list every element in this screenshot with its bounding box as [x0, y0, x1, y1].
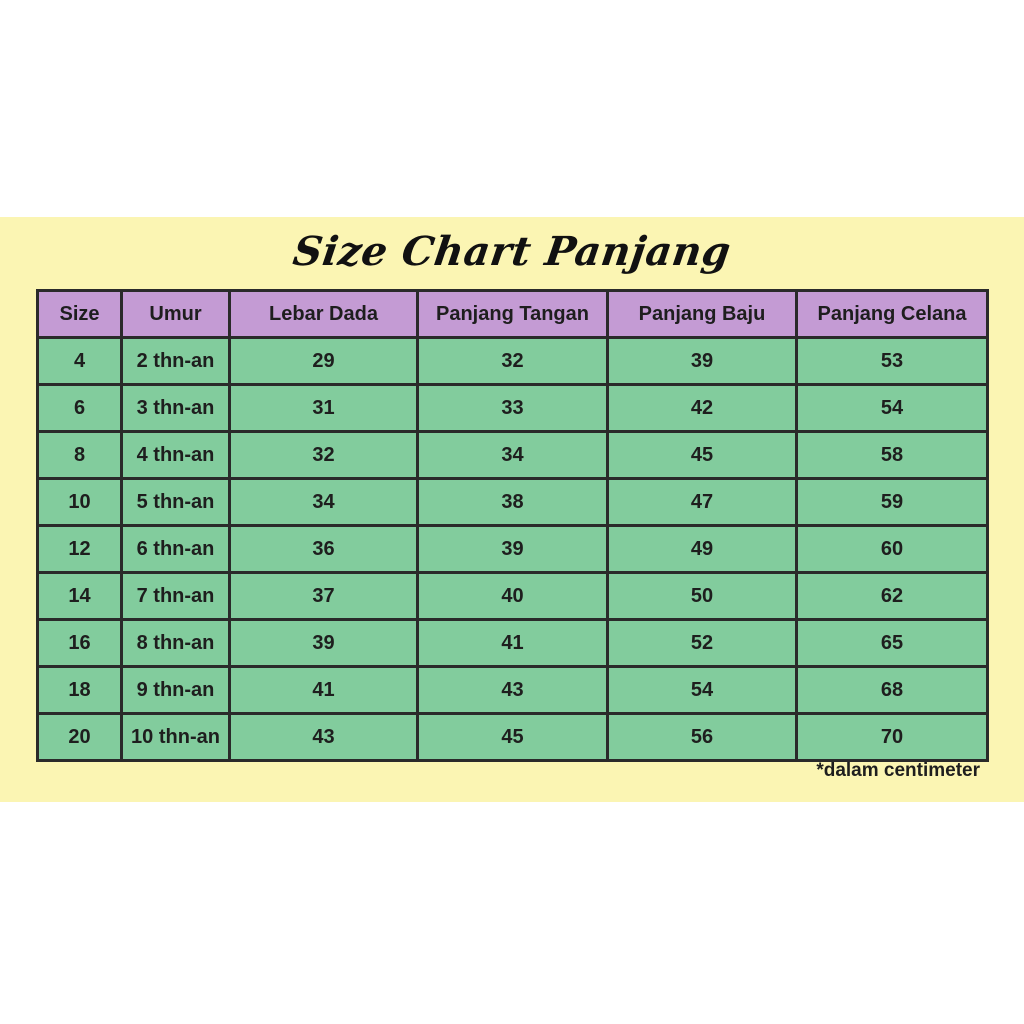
cell-lebar-dada: 32	[230, 432, 418, 479]
cell-size: 14	[38, 573, 122, 620]
cell-panjang-tangan: 33	[418, 385, 608, 432]
cell-panjang-tangan: 45	[418, 714, 608, 761]
cell-size: 18	[38, 667, 122, 714]
cell-panjang-celana: 68	[797, 667, 988, 714]
cell-umur: 10 thn-an	[122, 714, 230, 761]
cell-panjang-baju: 52	[608, 620, 797, 667]
cell-panjang-baju: 56	[608, 714, 797, 761]
cell-panjang-tangan: 43	[418, 667, 608, 714]
cell-umur: 3 thn-an	[122, 385, 230, 432]
cell-panjang-celana: 62	[797, 573, 988, 620]
cell-size: 16	[38, 620, 122, 667]
cell-panjang-celana: 65	[797, 620, 988, 667]
cell-panjang-tangan: 38	[418, 479, 608, 526]
table-row	[38, 714, 988, 761]
cell-panjang-celana: 70	[797, 714, 988, 761]
table-row	[38, 338, 988, 385]
cell-size: 10	[38, 479, 122, 526]
table-row	[38, 385, 988, 432]
cell-lebar-dada: 29	[230, 338, 418, 385]
cell-panjang-baju: 42	[608, 385, 797, 432]
cell-umur: 6 thn-an	[122, 526, 230, 573]
table-row	[38, 526, 988, 573]
cell-panjang-baju: 54	[608, 667, 797, 714]
page-title: Size Chart Panjang	[290, 228, 734, 275]
cell-panjang-baju: 39	[608, 338, 797, 385]
header-lebar-dada: Lebar Dada	[230, 291, 418, 338]
cell-size: 20	[38, 714, 122, 761]
cell-lebar-dada: 37	[230, 573, 418, 620]
unit-footnote: *dalam centimeter	[816, 760, 980, 781]
cell-panjang-baju: 50	[608, 573, 797, 620]
cell-umur: 7 thn-an	[122, 573, 230, 620]
cell-lebar-dada: 41	[230, 667, 418, 714]
cell-panjang-celana: 59	[797, 479, 988, 526]
cell-panjang-tangan: 40	[418, 573, 608, 620]
cell-panjang-celana: 60	[797, 526, 988, 573]
header-panjang-baju: Panjang Baju	[608, 291, 797, 338]
table-row	[38, 479, 988, 526]
cell-panjang-celana: 53	[797, 338, 988, 385]
cell-umur: 2 thn-an	[122, 338, 230, 385]
cell-lebar-dada: 34	[230, 479, 418, 526]
cell-umur: 9 thn-an	[122, 667, 230, 714]
cell-lebar-dada: 36	[230, 526, 418, 573]
header-size: Size	[38, 291, 122, 338]
table-row	[38, 667, 988, 714]
cell-size: 8	[38, 432, 122, 479]
cell-panjang-tangan: 34	[418, 432, 608, 479]
cell-panjang-celana: 54	[797, 385, 988, 432]
cell-panjang-tangan: 39	[418, 526, 608, 573]
cell-panjang-tangan: 32	[418, 338, 608, 385]
header-panjang-tangan: Panjang Tangan	[418, 291, 608, 338]
cell-umur: 5 thn-an	[122, 479, 230, 526]
cell-panjang-tangan: 41	[418, 620, 608, 667]
size-chart-table	[36, 289, 989, 762]
cell-lebar-dada: 43	[230, 714, 418, 761]
cell-umur: 8 thn-an	[122, 620, 230, 667]
cell-panjang-celana: 58	[797, 432, 988, 479]
table-header-row	[38, 291, 988, 338]
table-row	[38, 573, 988, 620]
cell-panjang-baju: 47	[608, 479, 797, 526]
cell-size: 4	[38, 338, 122, 385]
header-umur: Umur	[122, 291, 230, 338]
table-row	[38, 432, 988, 479]
cell-lebar-dada: 39	[230, 620, 418, 667]
cell-lebar-dada: 31	[230, 385, 418, 432]
table-row	[38, 620, 988, 667]
cell-size: 12	[38, 526, 122, 573]
cell-size: 6	[38, 385, 122, 432]
cell-umur: 4 thn-an	[122, 432, 230, 479]
header-panjang-celana: Panjang Celana	[797, 291, 988, 338]
cell-panjang-baju: 45	[608, 432, 797, 479]
cell-panjang-baju: 49	[608, 526, 797, 573]
